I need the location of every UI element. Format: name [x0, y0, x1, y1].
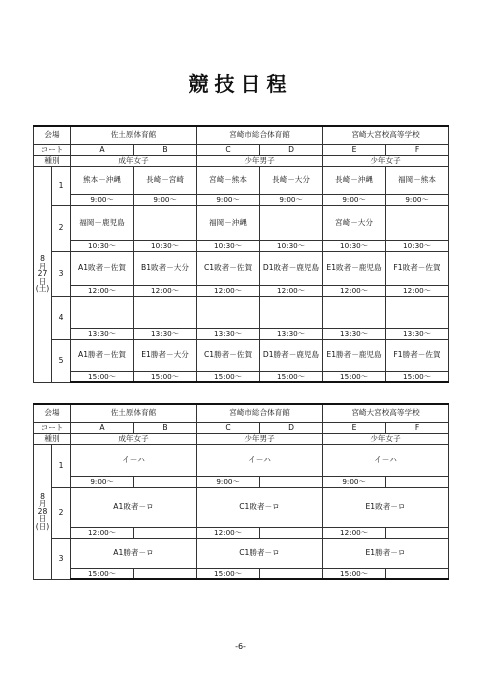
match-cell: A1敗者－ロ	[71, 487, 197, 527]
date-month: 8	[40, 491, 45, 501]
time-row	[34, 328, 449, 339]
date-day-char: 日	[38, 514, 47, 524]
match-cell: 宮崎－大分	[323, 205, 386, 240]
start-time: 9:00～	[197, 194, 260, 205]
match-cell	[134, 205, 197, 240]
start-time: 9:00～	[323, 194, 386, 205]
date-cell	[34, 166, 52, 382]
venue-row	[34, 404, 449, 422]
match-cell: イ－ハ	[71, 444, 197, 476]
match-cell	[386, 296, 449, 328]
game-row	[34, 251, 449, 285]
empty-cell	[386, 527, 449, 538]
match-cell: 福岡－熊本	[386, 166, 449, 194]
date-month: 8	[40, 254, 45, 264]
match-cell	[260, 296, 323, 328]
category-name: 成年女子	[71, 433, 197, 444]
slot-number: 1	[52, 444, 71, 487]
start-time: 12:00～	[260, 285, 323, 296]
match-cell: C1勝者－ロ	[197, 538, 323, 568]
match-cell	[197, 296, 260, 328]
match-cell: E1敗者－鹿児島	[323, 251, 386, 285]
match-cell: 熊本－沖縄	[71, 166, 134, 194]
time-row	[34, 476, 449, 487]
court-row	[34, 144, 449, 155]
court-row	[34, 422, 449, 433]
game-row	[34, 538, 449, 568]
venue-label: 会場	[34, 404, 71, 422]
time-row	[34, 371, 449, 382]
game-row	[34, 166, 449, 194]
start-time: 12:00～	[197, 527, 260, 538]
category-label: 種別	[34, 155, 71, 166]
start-time: 10:30～	[260, 240, 323, 251]
start-time: 12:00～	[71, 285, 134, 296]
category-name: 成年女子	[71, 155, 197, 166]
start-time: 9:00～	[71, 194, 134, 205]
start-time: 12:00～	[134, 285, 197, 296]
category-name: 少年女子	[323, 155, 449, 166]
court-name: D	[260, 144, 323, 155]
match-cell: D1敗者－鹿児島	[260, 251, 323, 285]
start-time: 13:30～	[71, 328, 134, 339]
court-name: E	[323, 422, 386, 433]
page-number: -6-	[235, 642, 246, 651]
game-row	[34, 487, 449, 527]
start-time: 13:30～	[197, 328, 260, 339]
empty-cell	[260, 476, 323, 487]
court-name: B	[134, 144, 197, 155]
court-name: C	[197, 144, 260, 155]
venue-row	[34, 126, 449, 144]
match-cell: F1敗者－佐賀	[386, 251, 449, 285]
category-name: 少年男子	[197, 155, 323, 166]
date-month-char: 月	[38, 499, 47, 509]
start-time: 9:00～	[386, 194, 449, 205]
start-time: 15:00～	[386, 371, 449, 382]
date-day: 27	[37, 269, 48, 279]
start-time: 10:30～	[197, 240, 260, 251]
venue-name: 宮崎市総合体育館	[197, 126, 323, 144]
match-cell: 長崎－沖縄	[323, 166, 386, 194]
start-time: 13:30～	[323, 328, 386, 339]
court-name: A	[71, 422, 134, 433]
slot-number: 3	[52, 538, 71, 579]
date-weekday: (日)	[35, 521, 50, 531]
match-cell: A1勝者－ロ	[71, 538, 197, 568]
start-time: 12:00～	[71, 527, 134, 538]
empty-cell	[260, 568, 323, 579]
start-time: 9:00～	[260, 194, 323, 205]
category-row	[34, 155, 449, 166]
category-label: 種別	[34, 433, 71, 444]
start-time: 9:00～	[323, 476, 386, 487]
start-time: 15:00～	[197, 568, 260, 579]
match-cell: E1勝者－ロ	[323, 538, 449, 568]
match-cell	[260, 205, 323, 240]
match-cell: C1敗者－佐賀	[197, 251, 260, 285]
match-cell: 宮崎－熊本	[197, 166, 260, 194]
game-row	[34, 205, 449, 240]
start-time: 9:00～	[197, 476, 260, 487]
court-label: コート	[34, 144, 71, 155]
slot-number: 1	[52, 166, 71, 205]
venue-name: 佐土原体育館	[71, 126, 197, 144]
court-name: F	[386, 144, 449, 155]
empty-cell	[134, 476, 197, 487]
category-name: 少年男子	[197, 433, 323, 444]
slot-number: 2	[52, 487, 71, 538]
slot-number: 4	[52, 296, 71, 339]
date-day: 28	[37, 506, 48, 516]
start-time: 10:30～	[323, 240, 386, 251]
schedule-table-day1	[33, 125, 449, 383]
start-time: 13:30～	[386, 328, 449, 339]
match-cell	[134, 296, 197, 328]
start-time: 9:00～	[71, 476, 134, 487]
court-name: F	[386, 422, 449, 433]
start-time: 15:00～	[197, 371, 260, 382]
start-time: 12:00～	[197, 285, 260, 296]
start-time: 13:30～	[260, 328, 323, 339]
match-cell: E1敗者－ロ	[323, 487, 449, 527]
game-row	[34, 296, 449, 328]
start-time: 15:00～	[71, 568, 134, 579]
time-row	[34, 240, 449, 251]
match-cell: イ－ハ	[323, 444, 449, 476]
start-time: 10:30～	[386, 240, 449, 251]
empty-cell	[386, 568, 449, 579]
match-cell: 長崎－大分	[260, 166, 323, 194]
match-cell: F1勝者－佐賀	[386, 339, 449, 371]
match-cell: 長崎－宮崎	[134, 166, 197, 194]
match-cell: D1勝者－鹿児島	[260, 339, 323, 371]
venue-name: 宮崎大宮校高等学校	[323, 126, 449, 144]
match-cell	[386, 205, 449, 240]
time-row	[34, 568, 449, 579]
venue-label: 会場	[34, 126, 71, 144]
court-label: コート	[34, 422, 71, 433]
court-name: E	[323, 144, 386, 155]
time-row	[34, 527, 449, 538]
empty-cell	[386, 476, 449, 487]
schedule-table-day2	[33, 403, 449, 580]
start-time: 15:00～	[260, 371, 323, 382]
match-cell: B1敗者－大分	[134, 251, 197, 285]
venue-name: 宮崎大宮校高等学校	[323, 404, 449, 422]
venue-name: 宮崎市総合体育館	[197, 404, 323, 422]
empty-cell	[260, 527, 323, 538]
court-name: C	[197, 422, 260, 433]
start-time: 15:00～	[323, 371, 386, 382]
slot-number: 5	[52, 339, 71, 382]
date-month-char: 月	[38, 261, 47, 271]
match-cell: 福岡－沖縄	[197, 205, 260, 240]
start-time: 9:00～	[134, 194, 197, 205]
empty-cell	[134, 527, 197, 538]
game-row	[34, 444, 449, 476]
category-name: 少年女子	[323, 433, 449, 444]
start-time: 13:30～	[134, 328, 197, 339]
court-name: A	[71, 144, 134, 155]
start-time: 12:00～	[386, 285, 449, 296]
match-cell: 福岡－鹿児島	[71, 205, 134, 240]
start-time: 15:00～	[323, 568, 386, 579]
start-time: 15:00～	[134, 371, 197, 382]
match-cell	[323, 296, 386, 328]
match-cell: E1勝者－鹿児島	[323, 339, 386, 371]
empty-cell	[134, 568, 197, 579]
match-cell: C1勝者－佐賀	[197, 339, 260, 371]
match-cell: C1敗者－ロ	[197, 487, 323, 527]
time-row	[34, 194, 449, 205]
court-name: B	[134, 422, 197, 433]
match-cell: E1勝者－大分	[134, 339, 197, 371]
date-cell	[34, 444, 52, 579]
start-time: 12:00～	[323, 527, 386, 538]
date-weekday: (土)	[35, 284, 50, 294]
start-time: 15:00～	[71, 371, 134, 382]
category-row	[34, 433, 449, 444]
time-row	[34, 285, 449, 296]
match-cell: イ－ハ	[197, 444, 323, 476]
start-time: 10:30～	[71, 240, 134, 251]
match-cell	[71, 296, 134, 328]
start-time: 12:00～	[323, 285, 386, 296]
page-title: 競技日程	[188, 72, 293, 96]
slot-number: 2	[52, 205, 71, 251]
venue-name: 佐土原体育館	[71, 404, 197, 422]
court-name: D	[260, 422, 323, 433]
match-cell: A1敗者－佐賀	[71, 251, 134, 285]
date-day-char: 日	[38, 276, 47, 286]
start-time: 10:30～	[134, 240, 197, 251]
game-row	[34, 339, 449, 371]
match-cell: A1勝者－佐賀	[71, 339, 134, 371]
slot-number: 3	[52, 251, 71, 296]
